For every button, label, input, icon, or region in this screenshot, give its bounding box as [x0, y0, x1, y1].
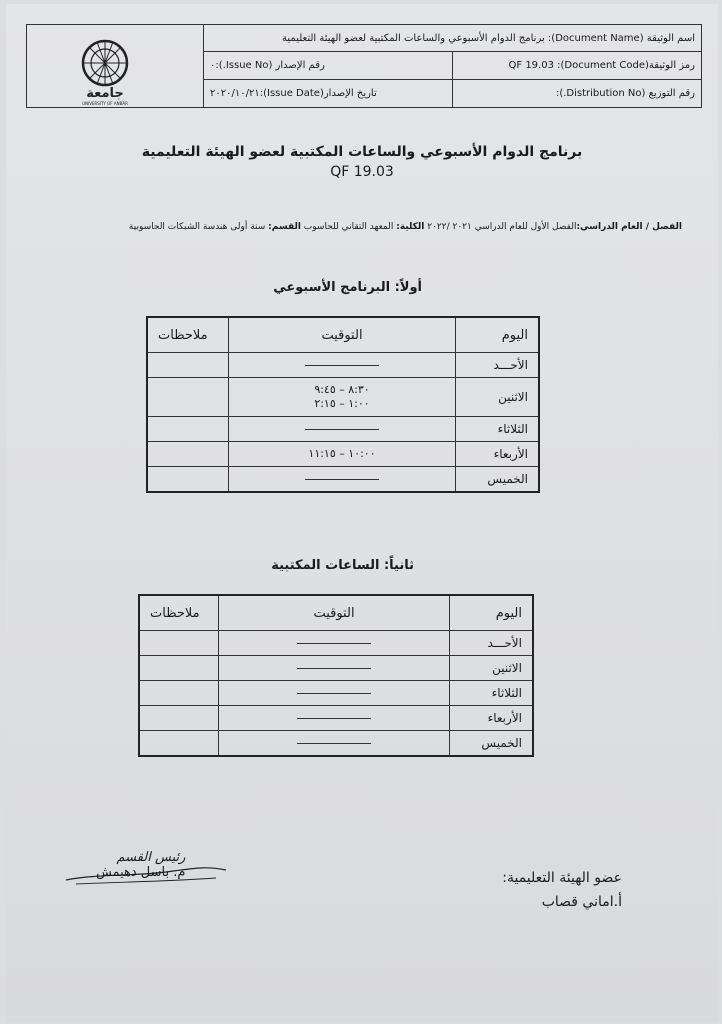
table-row [139, 731, 533, 757]
day-cell: الأربعاء [450, 706, 534, 731]
issue-date-field: تاريخ الإصدار(Issue Date):٢٠٢٠/١٠/٢١ [210, 88, 377, 99]
document-header [26, 24, 702, 108]
head-name: م. باسل دهيمش [96, 865, 186, 880]
day-cell: الخميس [456, 467, 540, 493]
document-page [6, 4, 718, 1022]
time-slot: ١٠:٠٠ – ١١:١٥ [308, 447, 376, 460]
office-hours-table [138, 594, 534, 757]
day-cell: الأربعاء [456, 442, 540, 467]
issue-no-field: رقم الإصدار (Issue No.):٠ [210, 60, 325, 71]
svg-text:جامعة: جامعة [86, 86, 124, 101]
time-cell [229, 442, 456, 467]
table-header-row [147, 317, 539, 353]
notes-cell [147, 353, 229, 378]
day-cell: الثلاثاء [456, 417, 540, 442]
document-name-field: اسم الوثيقة (Document Name): برنامج الدوام الأسبوعي والساعات المكتبية لعضو الهيئة التعليمية [282, 32, 695, 44]
time-cell [219, 681, 450, 706]
table-row [147, 467, 539, 493]
info-line [129, 222, 682, 232]
table-row [147, 442, 539, 467]
time-cell [219, 706, 450, 731]
time-slot: ١:٠٠ – ٢:١٥ [314, 397, 370, 410]
time-cell [229, 353, 456, 378]
time-cell [219, 731, 450, 757]
notes-cell [139, 631, 219, 656]
day-cell: الأحـــد [456, 353, 540, 378]
table-row [147, 417, 539, 442]
notes-cell [139, 656, 219, 681]
college-label: الكلية: [396, 222, 425, 232]
table-row [139, 706, 533, 731]
table-header-row [139, 595, 533, 631]
col-notes: ملاحظات [139, 595, 219, 631]
department-head-signature [96, 850, 185, 880]
day-cell: الاثنين [456, 378, 540, 417]
day-cell: الأحـــد [450, 631, 534, 656]
weekly-schedule-table [146, 316, 540, 493]
time-cell [219, 656, 450, 681]
time-cell [229, 417, 456, 442]
table-row [147, 378, 539, 417]
time-cell [229, 378, 456, 417]
faculty-member-signature [502, 870, 622, 918]
svg-text:UNIVERSITY OF ANBAR: UNIVERSITY OF ANBAR [82, 101, 128, 106]
university-logo [27, 25, 204, 107]
table-row [139, 631, 533, 656]
time-cell [219, 631, 450, 656]
time-cell [229, 467, 456, 493]
notes-cell [139, 731, 219, 757]
office-heading: ثانياً: الساعات المكتبية [271, 558, 414, 573]
distribution-no-field: رقم التوزيع (Distribution No.): [555, 88, 695, 99]
notes-cell [147, 378, 229, 417]
time-slot: ٨:٣٠ – ٩:٤٥ [314, 383, 370, 396]
notes-cell [147, 467, 229, 493]
page-title: برنامج الدوام الأسبوعي والساعات المكتبية لعضو الهيئة التعليمية [141, 144, 583, 160]
dept-label: القسم: [268, 222, 301, 232]
notes-cell [139, 681, 219, 706]
weekly-heading: أولاً: البرنامج الأسبوعي [273, 280, 422, 295]
document-code-field: رمز الوثيقة(Document Code): QF 19.03 [508, 60, 695, 71]
table-row [147, 353, 539, 378]
notes-cell [139, 706, 219, 731]
member-label: عضو الهيئة التعليمية: [502, 870, 622, 886]
college-value: المعهد التقاني للحاسوب [303, 222, 394, 232]
col-day: اليوم [450, 595, 534, 631]
dept-value: سنة أولى هندسة الشبكات الحاسوبية [128, 222, 266, 232]
notes-cell [147, 417, 229, 442]
day-cell: الاثنين [450, 656, 534, 681]
day-cell: الخميس [450, 731, 534, 757]
semester-label: الفصل / العام الدراسي: [576, 222, 682, 232]
form-code: QF 19.03 [330, 164, 394, 180]
col-notes: ملاحظات [147, 317, 229, 353]
table-row [139, 681, 533, 706]
member-name: أ.اماني قصاب [541, 894, 622, 910]
day-cell: الثلاثاء [450, 681, 534, 706]
table-row [139, 656, 533, 681]
col-time: التوقيت [229, 317, 456, 353]
head-label: رئيس القسم [116, 850, 186, 865]
notes-cell [147, 442, 229, 467]
col-time: التوقيت [219, 595, 450, 631]
col-day: اليوم [456, 317, 540, 353]
semester-value: الفصل الأول للعام الدراسي ٢٠٢١ /٢٠٢٢ [427, 222, 577, 232]
